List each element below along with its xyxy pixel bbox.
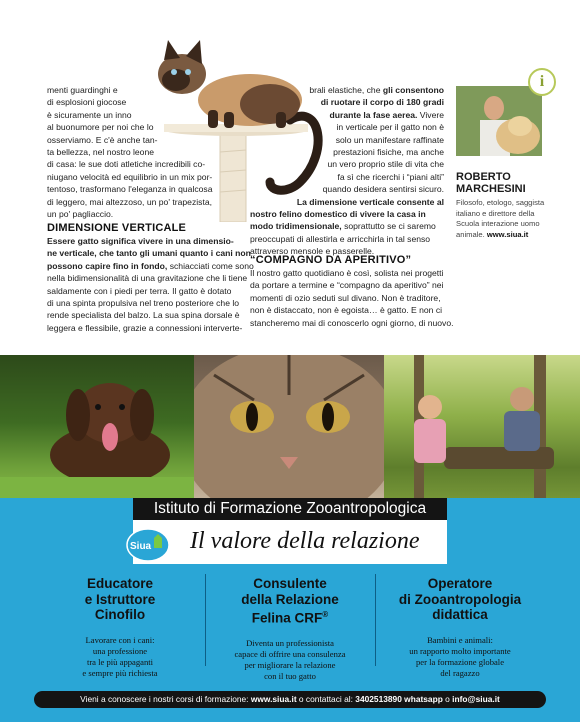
course-title	[380, 576, 540, 623]
text-line: capace di offrire una consulenza	[234, 649, 346, 659]
text-line: non è distaccato, non è egoista… è gatto. E non ci	[250, 305, 443, 316]
text-line: momenti di ozio seduti sul divano. Non è traditore,	[250, 292, 441, 303]
course-description	[40, 635, 200, 679]
author-first-name: ROBERTO	[456, 171, 511, 183]
text-line: Filosofo, etologo, saggista	[456, 198, 545, 207]
text-line: e sempre più richiesta	[82, 667, 158, 678]
text-line: Il nostro gatto quotidiano è così, solista nei progetti	[250, 268, 444, 278]
author-with-dog-image	[456, 86, 542, 156]
course-title	[210, 576, 370, 626]
text-line: da portare a termine e “compagno da aperitivo” nei	[250, 280, 444, 291]
text-line: Essere gatto significa vivere in una dimensio-	[47, 236, 234, 246]
course-educatore	[40, 576, 200, 679]
article-col1-body	[47, 235, 254, 334]
text-line: brali elastiche, che	[309, 85, 383, 95]
text-line: schiacciati come sono	[167, 260, 254, 271]
text-line: Consulente	[253, 576, 327, 591]
text-line: e Istruttore	[84, 591, 156, 607]
text-line: solo un manifestare raffinate	[335, 134, 444, 145]
author-bio	[456, 198, 572, 240]
text-line: stancheremo mai di conoscerlo ogni giorno, di nuovo.	[250, 317, 454, 328]
text-line: Educatore	[86, 576, 154, 591]
article-col2-end	[250, 267, 454, 329]
text-line: di leggero, mai altezzoso, un po' trapezista,	[47, 196, 213, 207]
text-line: nostro felino domestico di vivere la casa in	[250, 209, 426, 219]
text-line: preoccupati di allestirla e arricchirla in tal senso	[250, 233, 431, 244]
text-line: di esplosioni giocose	[47, 97, 127, 108]
text-line: Cinofilo	[94, 607, 146, 622]
cat-closeup-photo	[194, 355, 384, 505]
course-consulente	[210, 576, 370, 682]
text-line: Felina CRF	[251, 610, 323, 626]
author-box	[452, 68, 574, 248]
text-line: saldamente con i piedi per terra. Il gatto è dotato	[47, 285, 232, 296]
text-line: attraverso mensole e passerelle.	[250, 246, 375, 257]
heading-dimensione-verticale: DIMENSIONE VERTICALE	[47, 222, 187, 234]
text-line: ta bellezza, nel nostro leone	[47, 147, 155, 158]
text-line: della Relazione	[241, 591, 339, 607]
text-line: possono capire fino in fondo,	[47, 260, 168, 271]
text-line: di Zooantropologia	[398, 591, 522, 607]
text-line: La dimensione verticale consente al	[296, 196, 444, 207]
footer-email-link[interactable]: info@siua.it	[452, 694, 500, 704]
heading-compagno-da-aperitivo: “COMPAGNO DA APERITIVO”	[250, 254, 412, 266]
text-line: ne verticale, che tanto gli umani quanto i cani non	[47, 248, 251, 259]
text-line: italiano e direttore della	[456, 208, 535, 218]
text-line: gli consentono	[382, 85, 444, 95]
text-line: di una spinta propulsiva nel treno posteriore che lo	[47, 298, 240, 309]
text-line: leggera e flessibile, grazie a connessioni interverte-	[47, 322, 243, 333]
text-line: in verticale per il gatto non è	[336, 122, 444, 133]
course-description	[380, 635, 540, 679]
footer-text: o	[442, 694, 453, 704]
text-line: un rapporto molto importante	[409, 645, 511, 656]
text-line: nella bidimensionalità di una gravitazione che li tiene	[47, 273, 248, 284]
text-line: un po' pagliaccio.	[47, 209, 114, 220]
text-line: Bambini e animali:	[427, 634, 493, 645]
text-line: Operatore	[427, 576, 493, 591]
author-photo	[456, 86, 542, 156]
text-line: menti guardinghi e	[47, 85, 118, 95]
text-line: Lavorare con i cani:	[85, 634, 155, 645]
column-divider	[375, 574, 376, 666]
article-col1-intro	[47, 84, 213, 220]
photo-strip	[0, 355, 580, 505]
author-last-name: MARCHESINI	[456, 182, 526, 195]
course-operatore	[380, 576, 540, 679]
puppy-photo	[0, 355, 194, 505]
article-col2-body	[250, 208, 436, 258]
contact-footer-bar	[34, 691, 546, 708]
article-col2-top	[297, 84, 444, 208]
children-in-forest-photo	[384, 355, 580, 505]
text-line: Vivere	[417, 109, 444, 120]
text-line: tra le più appaganti	[86, 656, 154, 667]
text-line: quando desidera sentirsi sicuro.	[322, 184, 444, 195]
column-divider	[205, 574, 206, 666]
text-line: animale.	[456, 229, 487, 239]
text-line: didattica	[432, 607, 488, 622]
text-line: di casa: le sue doti atletiche incredibili co-	[47, 159, 206, 170]
text-line: osserviamo. E c'è anche tan-	[47, 134, 158, 145]
text-line: un vero proprio stile di vita che	[327, 159, 444, 170]
text-line: al buonumore per noi che lo	[47, 122, 154, 133]
text-line: rende specialista del balzo. La sua spina dorsale è	[47, 310, 240, 321]
text-line: è sicuramente un inno	[47, 109, 132, 120]
text-line: per la formazione globale	[415, 656, 505, 667]
course-title	[40, 576, 200, 623]
text-line: niugano velocità ed equilibrio in un mix por-	[47, 171, 213, 182]
text-line: per migliorare la relazione	[244, 660, 336, 670]
footer-text: o contattaci al:	[296, 694, 356, 704]
text-line: con il tuo gatto	[264, 671, 316, 681]
course-description	[210, 638, 370, 682]
tagline-title: Il valore della relazione	[190, 528, 420, 554]
text-line: soprattutto se ci saremo	[341, 221, 436, 232]
text-line: Diventa un professionista	[246, 638, 334, 648]
siua-logo-text: Siua	[130, 541, 152, 552]
text-line: tentoso, trasformano l'eleganza in qualcosa	[47, 184, 213, 195]
siua-banner	[0, 498, 580, 722]
footer-website-link[interactable]: www.siua.it	[250, 694, 297, 704]
institute-name: Istituto di Formazione Zooantropologica	[133, 498, 447, 520]
text-line: durante la fase aerea.	[329, 109, 418, 120]
text-line: una professione	[92, 645, 148, 656]
author-website-link[interactable]: www.siua.it	[486, 229, 529, 239]
info-icon: i	[528, 68, 556, 96]
text-line: modo tridimensionale,	[250, 221, 342, 232]
text-line: fa sì che ricerchi i “piani alti”	[337, 171, 444, 182]
footer-phone-link[interactable]: 3402513890 whatsapp	[355, 694, 443, 704]
text-line: di ruotare il corpo di 180 gradi	[320, 97, 444, 108]
footer-text: Vieni a conoscere i nostri corsi di formazione:	[80, 694, 251, 704]
author-name	[456, 172, 526, 195]
siua-logo-icon	[126, 528, 170, 562]
text-line: Scuola interazione uomo	[456, 219, 540, 228]
text-line: del ragazzo	[440, 667, 480, 678]
text-line: prestazioni fisiche, ma anche	[333, 147, 444, 158]
registered-mark: ®	[322, 610, 329, 619]
